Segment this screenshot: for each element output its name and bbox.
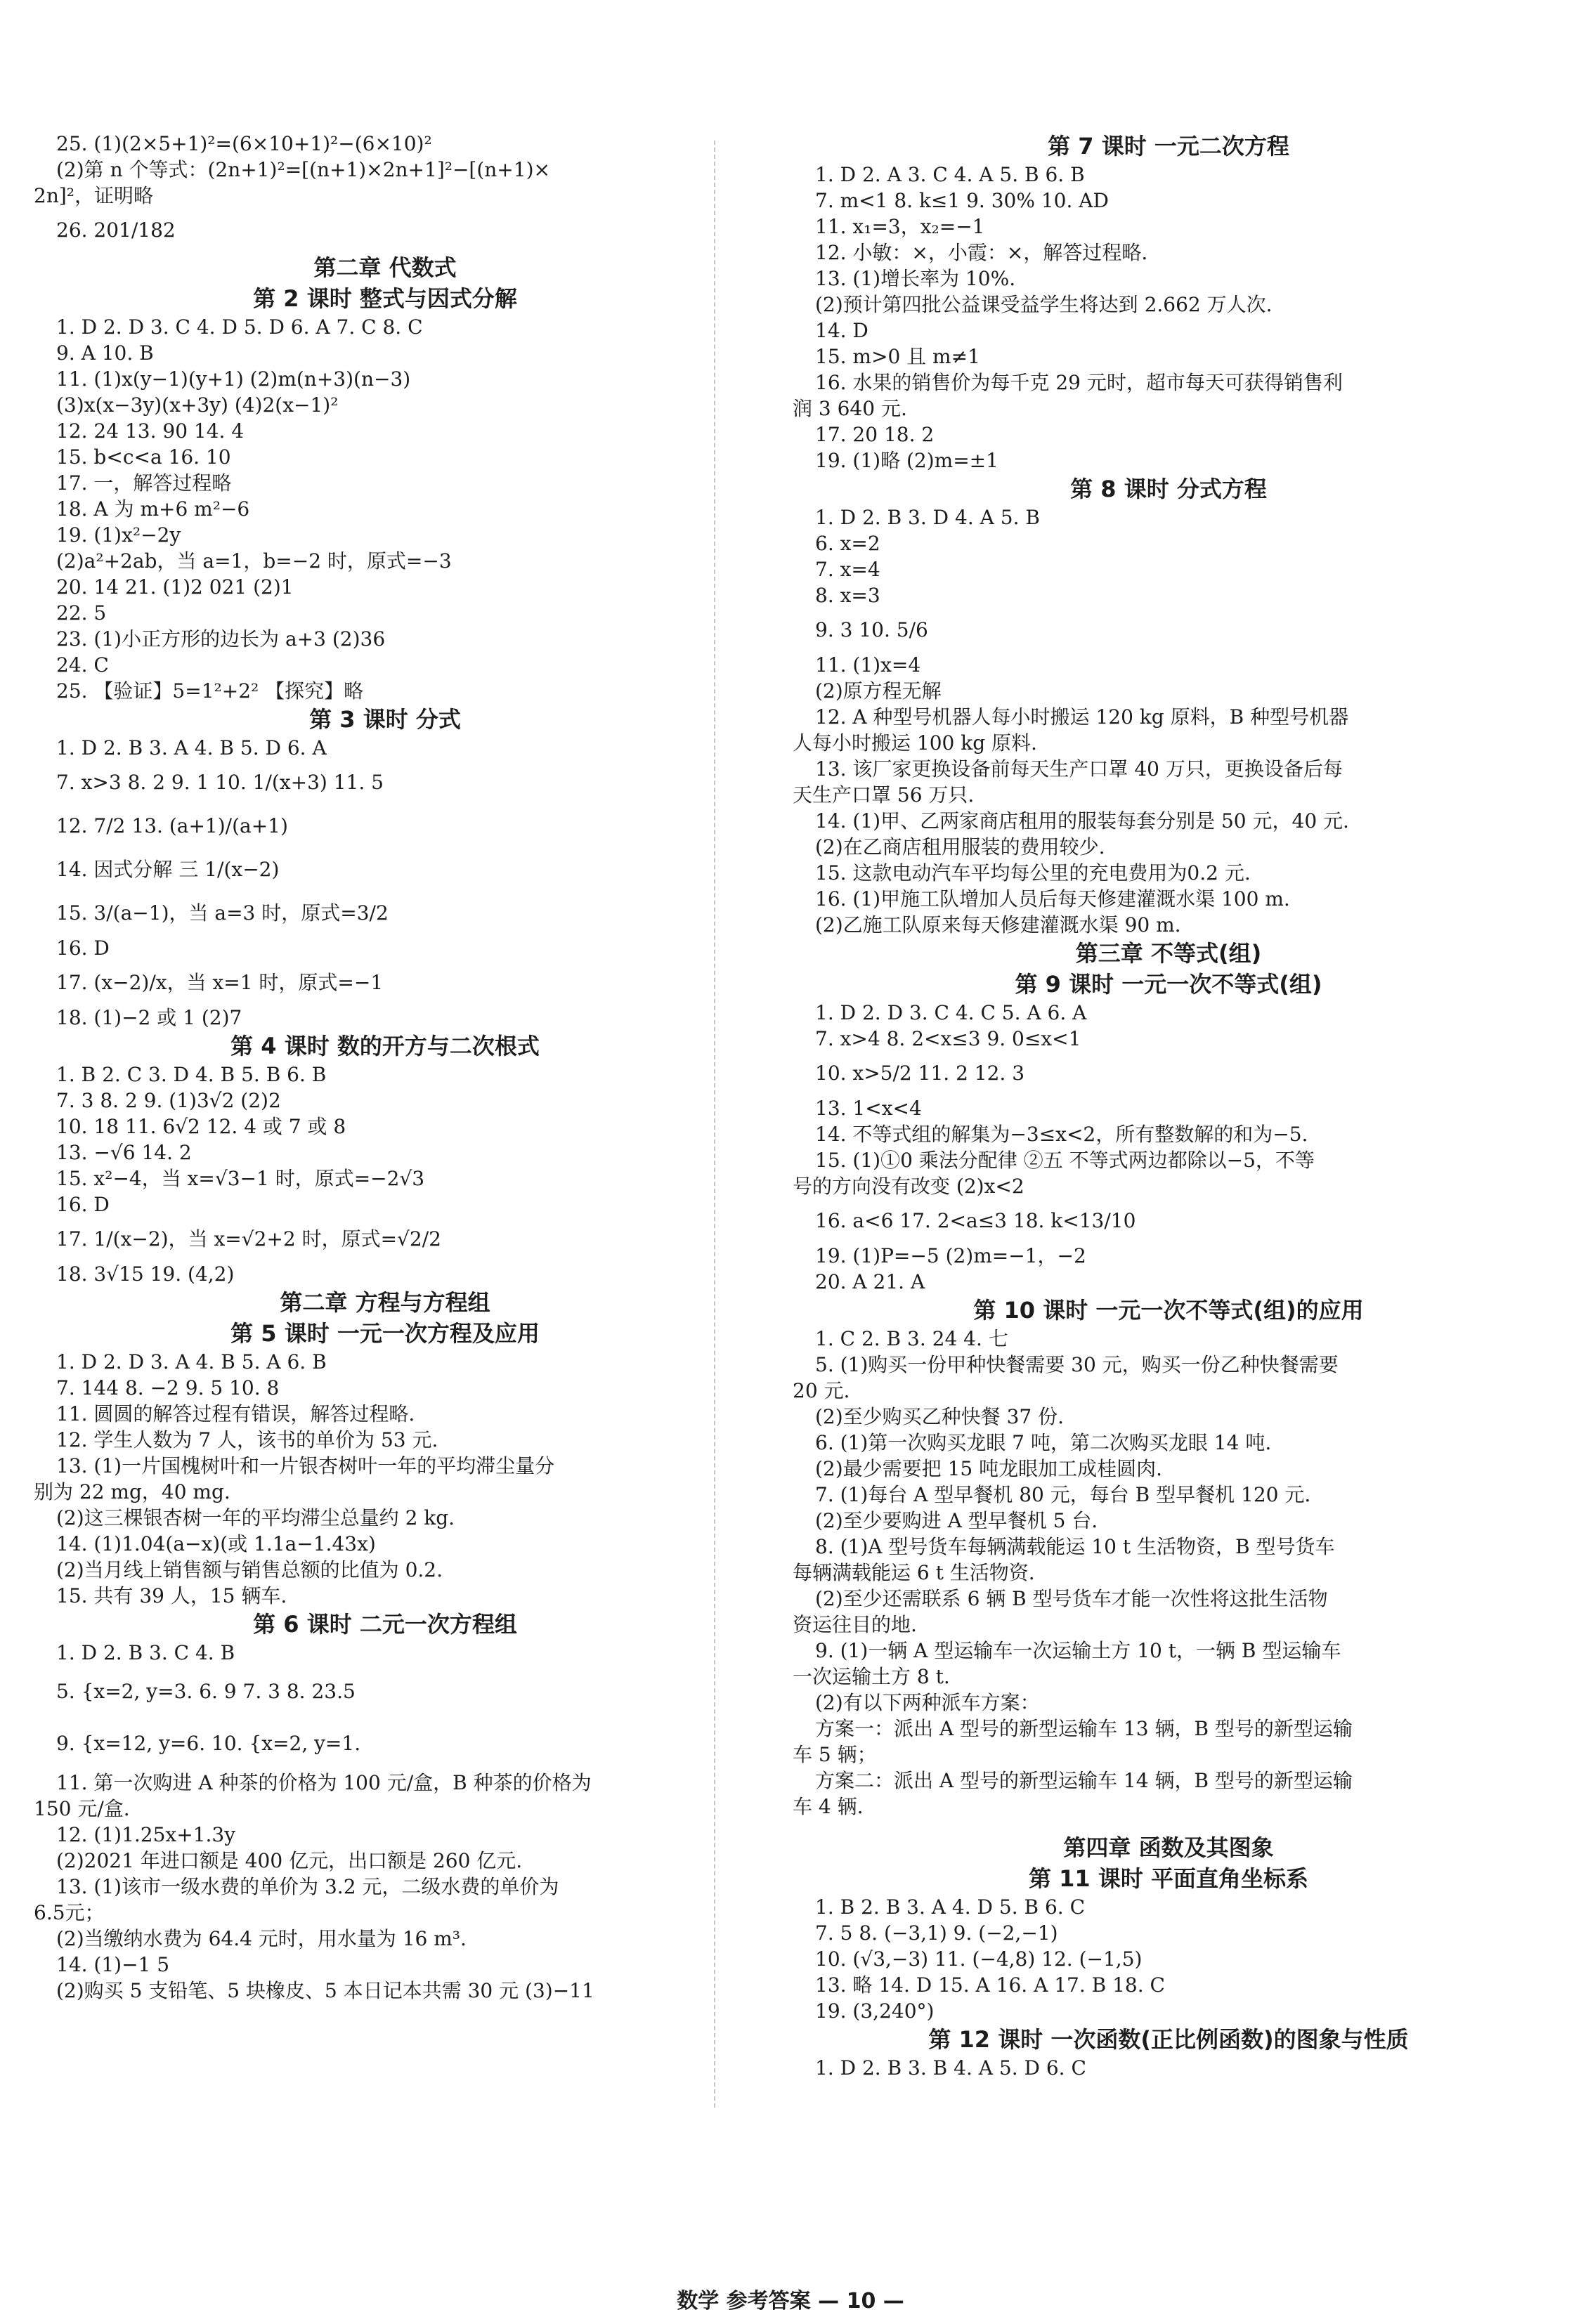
answer-line: 1. D 2. A 3. C 4. A 5. B 6. B bbox=[815, 163, 1085, 186]
section-heading: 第 11 课时 平面直角坐标系 bbox=[1029, 1865, 1308, 1892]
answer-line: 16. D bbox=[56, 936, 110, 960]
answer-line: 7. 3 8. 2 9. (1)3√2 (2)2 bbox=[56, 1089, 281, 1112]
section-heading: 第 7 课时 一元二次方程 bbox=[1048, 133, 1289, 159]
answer-line: 11. 第一次购进 A 种茶的价格为 100 元/盒，B 种茶的价格为 bbox=[56, 1771, 592, 1794]
answer-line: 人每小时搬运 100 kg 原料. bbox=[793, 731, 1037, 755]
answer-line: 15. m>0 且 m≠1 bbox=[815, 345, 980, 368]
answer-line: (2)购买 5 支铅笔、5 块橡皮、5 本日记本共需 30 元 (3)−11 bbox=[56, 1979, 594, 2002]
column-divider bbox=[714, 141, 715, 2108]
answer-line: 16. (1)甲施工队增加人员后每天修建灌溉水渠 100 m. bbox=[815, 887, 1290, 910]
answer-line: 6.5元； bbox=[34, 1901, 105, 1924]
answer-line: 7. m<1 8. k≤1 9. 30% 10. AD bbox=[815, 189, 1109, 212]
section-heading: 第 6 课时 二元一次方程组 bbox=[253, 1611, 517, 1638]
answer-line: 19. (3,240°) bbox=[815, 1999, 935, 2023]
answer-line: 23. (1)小正方形的边长为 a+3 (2)36 bbox=[56, 627, 386, 651]
answer-line: 13. 略 14. D 15. A 16. A 17. B 18. C bbox=[815, 1973, 1165, 1997]
answer-line: 16. a<6 17. 2<a≤3 18. k<13/10 bbox=[815, 1209, 1136, 1232]
answer-line: 14. (1)甲、乙两家商店租用的服装每套分别是 50 元，40 元. bbox=[815, 809, 1349, 833]
answer-line: 1. D 2. B 3. A 4. B 5. D 6. A bbox=[56, 736, 327, 759]
answer-line: 11. (1)x(y−1)(y+1) (2)m(n+3)(n−3) bbox=[56, 367, 411, 391]
answer-line: 13. (1)增长率为 10%. bbox=[815, 267, 1016, 290]
answer-line: 15. (1)①0 乘法分配律 ②五 不等式两边都除以−5，不等 bbox=[815, 1149, 1315, 1172]
answer-line: 7. x>3 8. 2 9. 1 10. 1/(x+3) 11. 5 bbox=[56, 771, 384, 794]
section-heading: 第二章 代数式 bbox=[313, 254, 457, 281]
answer-line: 12. 7/2 13. (a+1)/(a+1) bbox=[56, 814, 288, 837]
answer-line: 15. b<c<a 16. 10 bbox=[56, 445, 231, 469]
answer-line: 1. D 2. B 3. C 4. B bbox=[56, 1641, 235, 1664]
answer-line: 12. (1)1.25x+1.3y bbox=[56, 1823, 236, 1846]
answer-line: 19. (1)略 (2)m=±1 bbox=[815, 449, 998, 472]
section-heading: 第四章 函数及其图象 bbox=[1063, 1834, 1274, 1861]
answer-line: 15. 共有 39 人，15 辆车. bbox=[56, 1584, 287, 1607]
answer-line: (3)x(x−3y)(x+3y) (4)2(x−1)² bbox=[56, 393, 339, 417]
answer-line: 22. 5 bbox=[56, 601, 107, 625]
answer-line: 9. 3 10. 5/6 bbox=[815, 618, 928, 641]
answer-line: 17. 一，解答过程略 bbox=[56, 471, 232, 495]
answer-line: 14. (1)1.04(a−x)(或 1.1a−1.43x) bbox=[56, 1532, 376, 1555]
answer-line: 18. A 为 m+6 m²−6 bbox=[56, 497, 250, 521]
answer-line: 1. D 2. D 3. C 4. C 5. A 6. A bbox=[815, 1001, 1087, 1024]
answer-line: 16. 水果的销售价为每千克 29 元时，超市每天可获得销售利 bbox=[815, 371, 1343, 394]
answer-line: 24. C bbox=[56, 653, 109, 677]
answer-line: 15. x²−4，当 x=√3−1 时，原式=−2√3 bbox=[56, 1167, 425, 1190]
answer-line: 26. 201/182 bbox=[56, 218, 176, 242]
answer-line: 13. 该厂家更换设备前每天生产口罩 40 万只，更换设备后每 bbox=[815, 757, 1343, 781]
answer-line: 9. {x=12, y=6. 10. {x=2, y=1. bbox=[56, 1732, 361, 1755]
answer-line: 25. 【验证】5=1²+2² 【探究】略 bbox=[56, 679, 364, 703]
section-heading: 第 4 课时 数的开方与二次根式 bbox=[230, 1033, 540, 1059]
answer-line: 9. A 10. B bbox=[56, 341, 154, 365]
answer-line: 10. x>5/2 11. 2 12. 3 bbox=[815, 1062, 1025, 1085]
answer-line: 13. −√6 14. 2 bbox=[56, 1141, 192, 1164]
answer-line: (2)至少还需联系 6 辆 B 型号货车才能一次性将这批生活物 bbox=[815, 1587, 1328, 1610]
answer-line: 20 元. bbox=[793, 1379, 850, 1402]
answer-line: (2)至少要购进 A 型早餐机 5 台. bbox=[815, 1509, 1098, 1532]
answer-line: 天生产口罩 56 万只. bbox=[793, 783, 975, 807]
answer-line: 8. x=3 bbox=[815, 584, 880, 607]
answer-line: 2n]²，证明略 bbox=[34, 184, 153, 207]
answer-line: 20. 14 21. (1)2 021 (2)1 bbox=[56, 575, 294, 599]
section-heading: 第三章 不等式(组) bbox=[1075, 940, 1262, 967]
answer-line: 10. 18 11. 6√2 12. 4 或 7 或 8 bbox=[56, 1115, 346, 1138]
answer-line: 25. (1)(2×5+1)²=(6×10+1)²−(6×10)² bbox=[56, 132, 432, 155]
answer-line: 1. C 2. B 3. 24 4. 七 bbox=[815, 1327, 1008, 1350]
answer-line: 车 5 辆； bbox=[793, 1743, 877, 1766]
answer-line: 1. D 2. B 3. D 4. A 5. B bbox=[815, 506, 1040, 529]
answer-line: 1. B 2. C 3. D 4. B 5. B 6. B bbox=[56, 1063, 327, 1086]
section-heading: 第 9 课时 一元一次不等式(组) bbox=[1015, 971, 1322, 998]
answer-line: 号的方向没有改变 (2)x<2 bbox=[793, 1175, 1024, 1198]
answer-line: 6. x=2 bbox=[815, 532, 880, 555]
answer-line: 15. 这款电动汽车平均每公里的充电费用为0.2 元. bbox=[815, 861, 1251, 884]
right-answer-column bbox=[793, 131, 1544, 2081]
answer-line: 每辆满载能运 6 t 生活物资. bbox=[793, 1561, 1035, 1584]
answer-line: 7. x=4 bbox=[815, 558, 880, 581]
answer-line: (2)这三棵银杏树一年的平均滞尘总量约 2 kg. bbox=[56, 1506, 455, 1529]
answer-line: (2)2021 年进口额是 400 亿元，出口额是 260 亿元. bbox=[56, 1849, 523, 1872]
answer-line: 资运往目的地. bbox=[793, 1613, 917, 1636]
answer-line: 15. 3/(a−1)，当 a=3 时，原式=3/2 bbox=[56, 901, 389, 925]
answer-line: 150 元/盒. bbox=[34, 1797, 130, 1820]
answer-line: 润 3 640 元. bbox=[793, 397, 907, 420]
answer-line: (2)有以下两种派车方案： bbox=[815, 1691, 1040, 1714]
answer-line: 17. (x−2)/x，当 x=1 时，原式=−1 bbox=[56, 971, 384, 994]
answer-line: 7. x>4 8. 2<x≤3 9. 0≤x<1 bbox=[815, 1027, 1081, 1050]
answer-line: 13. 1<x<4 bbox=[815, 1097, 922, 1120]
answer-line: 车 4 辆. bbox=[793, 1795, 864, 1818]
answer-line: 13. (1)一片国槐树叶和一片银杏树叶一年的平均滞尘量分 bbox=[56, 1454, 555, 1477]
answer-line: 14. (1)−1 5 bbox=[56, 1953, 170, 1976]
answer-line: 5. (1)购买一份甲种快餐需要 30 元，购买一份乙种快餐需要 bbox=[815, 1353, 1339, 1376]
section-heading: 第 10 课时 一元一次不等式(组)的应用 bbox=[973, 1297, 1364, 1324]
answer-line: (2)至少购买乙种快餐 37 份. bbox=[815, 1405, 1064, 1428]
answer-line: (2)最少需要把 15 吨龙眼加工成桂圆肉. bbox=[815, 1457, 1162, 1480]
section-heading: 第 3 课时 分式 bbox=[309, 706, 461, 733]
answer-line: 12. 小敏：×，小霞：×，解答过程略. bbox=[815, 241, 1148, 264]
answer-line: 11. 圆圆的解答过程有错误，解答过程略. bbox=[56, 1402, 415, 1425]
section-heading: 第 12 课时 一次函数(正比例函数)的图象与性质 bbox=[928, 2026, 1409, 2053]
answer-line: 1. D 2. B 3. B 4. A 5. D 6. C bbox=[815, 2056, 1086, 2080]
answer-line: 9. (1)一辆 A 型运输车一次运输土方 10 t，一辆 B 型运输车 bbox=[815, 1639, 1341, 1662]
left-answer-column bbox=[34, 131, 736, 2004]
answer-line: (2)当月线上销售额与销售总额的比值为 0.2. bbox=[56, 1558, 443, 1581]
answer-line: 18. (1)−2 或 1 (2)7 bbox=[56, 1006, 242, 1029]
answer-line: (2)乙施工队原来每天修建灌溉水渠 90 m. bbox=[815, 913, 1181, 936]
answer-line: (2)a²+2ab，当 a=1，b=−2 时，原式=−3 bbox=[56, 549, 452, 573]
answer-line: (2)当缴纳水费为 64.4 元时，用水量为 16 m³. bbox=[56, 1927, 467, 1950]
answer-line: 一次运输土方 8 t. bbox=[793, 1665, 950, 1688]
answer-line: 18. 3√15 19. (4,2) bbox=[56, 1262, 235, 1286]
answer-line: 12. A 种型号机器人每小时搬运 120 kg 原料，B 种型号机器 bbox=[815, 705, 1349, 729]
answer-line: 方案一：派出 A 型号的新型运输车 13 辆，B 型号的新型运输 bbox=[815, 1717, 1353, 1740]
section-heading: 第 8 课时 分式方程 bbox=[1070, 476, 1267, 502]
answer-line: 方案二：派出 A 型号的新型运输车 14 辆，B 型号的新型运输 bbox=[815, 1769, 1353, 1792]
answer-line: 10. (√3,−3) 11. (−4,8) 12. (−1,5) bbox=[815, 1947, 1143, 1971]
answer-line: 6. (1)第一次购买龙眼 7 吨，第二次购买龙眼 14 吨. bbox=[815, 1431, 1272, 1454]
answer-line: 12. 学生人数为 7 人，该书的单价为 53 元. bbox=[56, 1428, 438, 1451]
answer-line: 14. D bbox=[815, 319, 868, 342]
answer-line: 12. 24 13. 90 14. 4 bbox=[56, 419, 245, 443]
answer-line: 11. (1)x=4 bbox=[815, 653, 921, 677]
answer-line: 19. (1)P=−5 (2)m=−1，−2 bbox=[815, 1244, 1086, 1267]
answer-line: (2)原方程无解 bbox=[815, 679, 942, 703]
answer-line: 8. (1)A 型号货车每辆满载能运 10 t 生活物资，B 型号货车 bbox=[815, 1535, 1335, 1558]
answer-line: 别为 22 mg，40 mg. bbox=[34, 1480, 230, 1503]
answer-line: 14. 因式分解 三 1/(x−2) bbox=[56, 858, 280, 881]
section-heading: 第二章 方程与方程组 bbox=[280, 1289, 490, 1316]
answer-line: 7. 5 8. (−3,1) 9. (−2,−1) bbox=[815, 1921, 1058, 1945]
section-heading: 第 5 课时 一元一次方程及应用 bbox=[230, 1320, 540, 1347]
section-heading: 第 2 课时 整式与因式分解 bbox=[253, 285, 517, 312]
answer-line: 7. 144 8. −2 9. 5 10. 8 bbox=[56, 1376, 280, 1399]
answer-line: 17. 20 18. 2 bbox=[815, 423, 935, 446]
answer-line: 1. D 2. D 3. C 4. D 5. D 6. A 7. C 8. C bbox=[56, 315, 423, 339]
answer-line: (2)预计第四批公益课受益学生将达到 2.662 万人次. bbox=[815, 293, 1273, 316]
page-footer: 数学 参考答案 — 10 — bbox=[677, 2289, 904, 2313]
answer-line: 1. B 2. B 3. A 4. D 5. B 6. C bbox=[815, 1895, 1086, 1919]
answer-line: (2)在乙商店租用服装的费用较少. bbox=[815, 835, 1105, 859]
answer-line: 1. D 2. D 3. A 4. B 5. A 6. B bbox=[56, 1350, 327, 1373]
answer-line: 5. {x=2, y=3. 6. 9 7. 3 8. 23.5 bbox=[56, 1680, 356, 1703]
answer-line: 19. (1)x²−2y bbox=[56, 523, 181, 547]
answer-line: 16. D bbox=[56, 1193, 110, 1216]
answer-line: 17. 1/(x−2)，当 x=√2+2 时，原式=√2/2 bbox=[56, 1227, 441, 1251]
answer-line: 7. (1)每台 A 型早餐机 80 元，每台 B 型早餐机 120 元. bbox=[815, 1483, 1311, 1506]
answer-line: (2)第 n 个等式：(2n+1)²=[(n+1)×2n+1]²−[(n+1)× bbox=[56, 158, 550, 181]
answer-line: 20. A 21. A bbox=[815, 1270, 925, 1293]
answer-line: 13. (1)该市一级水费的单价为 3.2 元，二级水费的单价为 bbox=[56, 1875, 559, 1898]
answer-line: 14. 不等式组的解集为−3≤x<2，所有整数解的和为−5. bbox=[815, 1123, 1308, 1146]
answer-line: 11. x₁=3，x₂=−1 bbox=[815, 215, 985, 238]
